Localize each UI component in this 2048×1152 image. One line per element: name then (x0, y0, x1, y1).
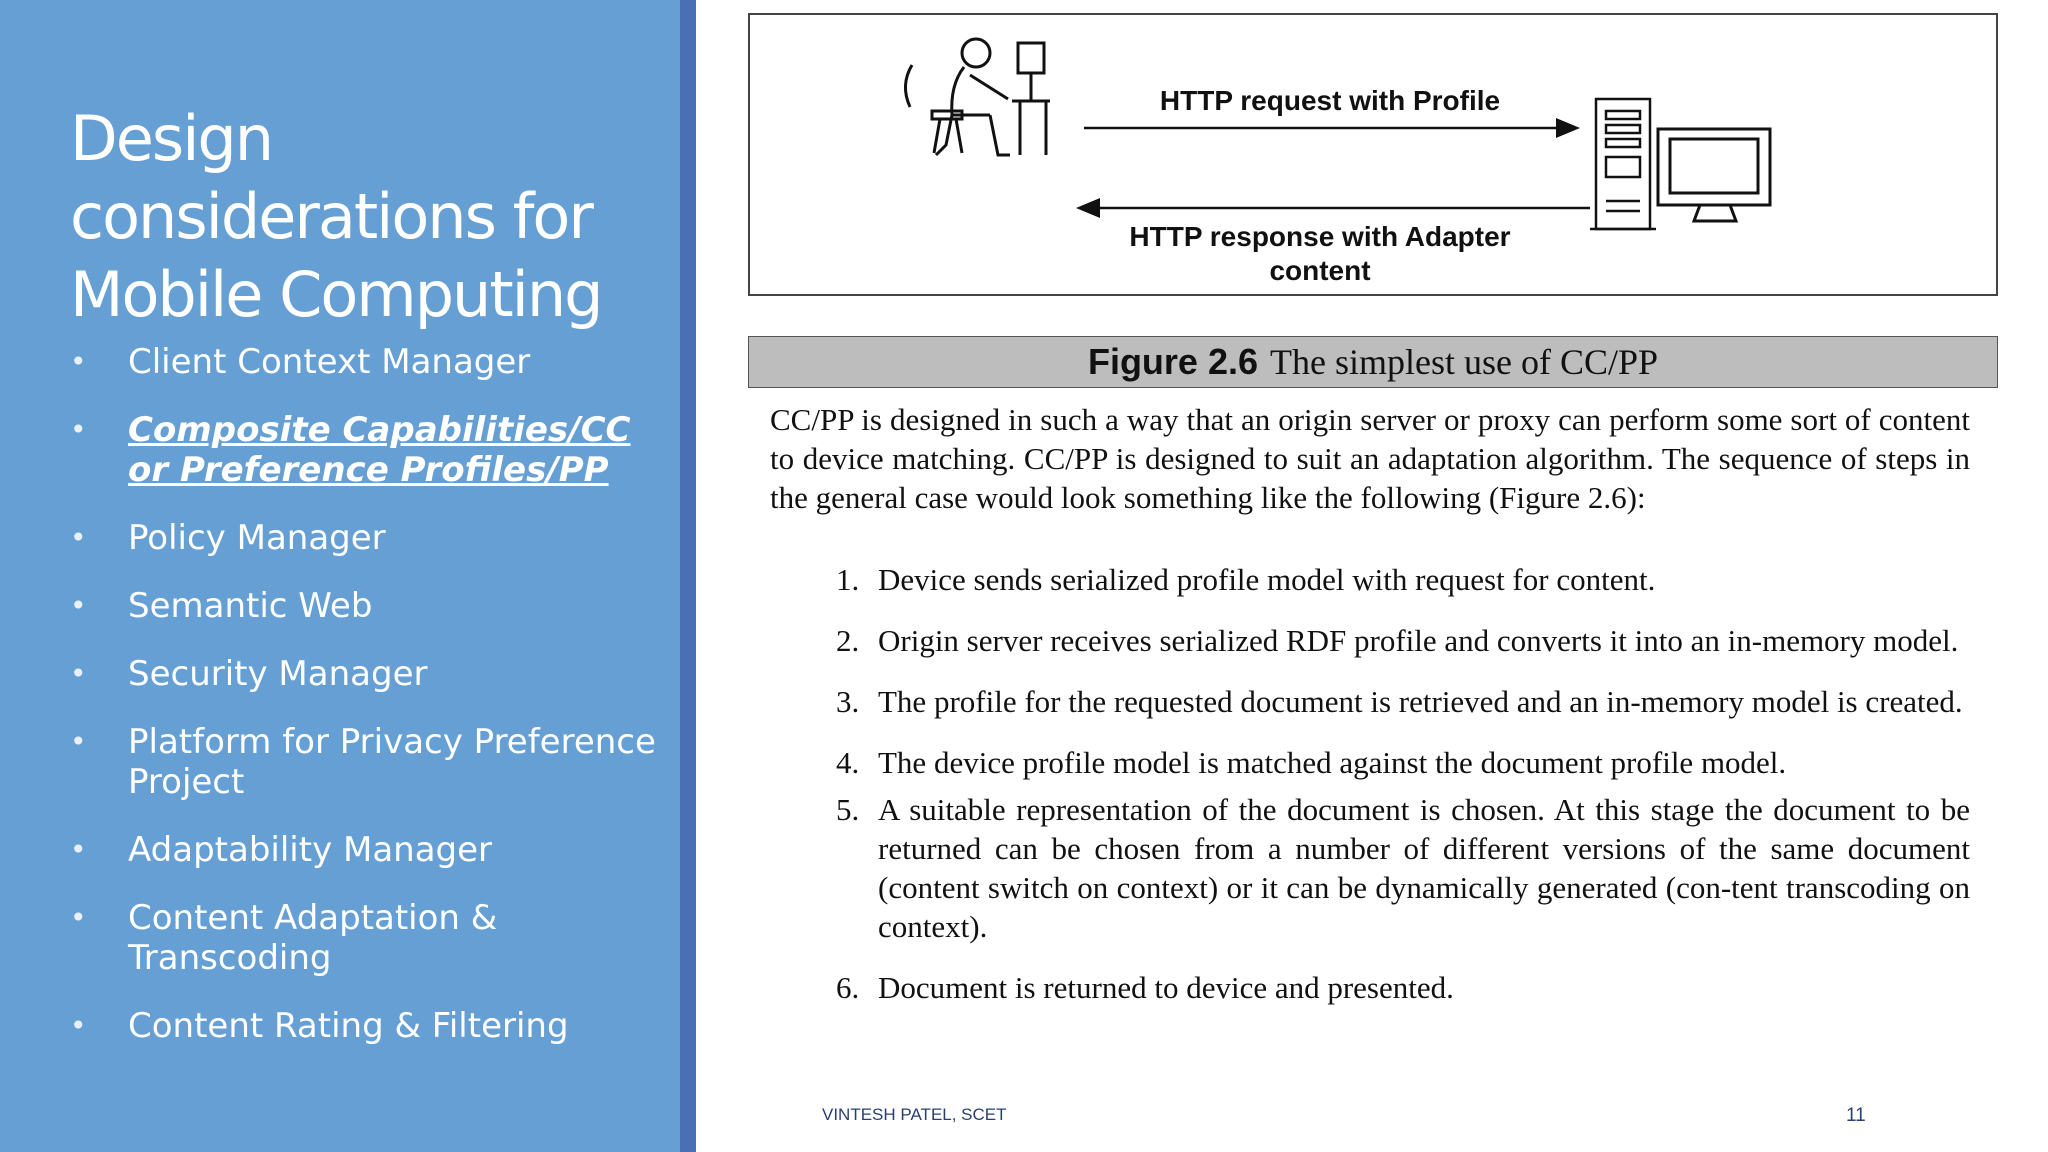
step-number: 3. (836, 684, 860, 719)
step-text: Document is returned to device and presented. (878, 970, 1454, 1005)
step-number: 4. (836, 745, 860, 780)
steps-list (836, 560, 1970, 1007)
footer-author: VINTESH PATEL, SCET (822, 1105, 1007, 1124)
request-label: HTTP request with Profile (1159, 85, 1501, 116)
topic-label: Client Context Manager (128, 342, 531, 382)
bullet-icon: • (70, 521, 87, 554)
topic-label: Semantic Web (128, 586, 373, 626)
person-at-computer-icon (905, 39, 1050, 155)
bullet-icon: • (70, 725, 87, 758)
bullet-icon: • (70, 413, 87, 446)
step-text: The device profile model is matched against the document profile model. (878, 745, 1787, 780)
topic-label: Platform for Privacy Preference Project (128, 722, 656, 802)
bullet-icon: • (70, 833, 87, 866)
step-item (836, 743, 1970, 782)
step-number: 1. (836, 562, 860, 597)
figure-number: Figure 2.6 (1087, 341, 1259, 382)
bullet-icon: • (70, 1009, 87, 1042)
topic-item[interactable] (70, 410, 670, 490)
step-text: The profile for the requested document is retrieved and an in-memory model is created. (878, 684, 1963, 719)
step-item (836, 682, 1970, 721)
topic-label: Composite Capabilities/CC or Preference Profiles/PP (128, 410, 631, 490)
topic-item[interactable] (70, 654, 670, 694)
figure-caption (748, 336, 1998, 388)
figure-caption-text: The simplest use of CC/PP (1270, 342, 1659, 382)
topic-label: Content Adaptation & Transcoding (128, 898, 498, 978)
topic-label: Adaptability Manager (128, 830, 493, 870)
topic-item[interactable] (70, 830, 670, 870)
intro-paragraph: CC/PP is designed in such a way that an origin server or proxy can perform some sort of content to device matching. CC/PP is designed to suit an adaptation algorithm. The sequence of steps in the general case would look something like the following (Figure 2.6): (770, 402, 1970, 515)
topic-item[interactable] (70, 722, 670, 802)
topic-item[interactable] (70, 342, 670, 382)
server-tower-icon (1590, 99, 1656, 229)
bullet-icon: • (70, 901, 87, 934)
bullet-icon: • (70, 657, 87, 690)
step-item (836, 621, 1970, 660)
response-arrow (1076, 198, 1590, 218)
topic-item[interactable] (70, 518, 670, 558)
step-number: 2. (836, 623, 860, 658)
topic-label: Policy Manager (128, 518, 386, 558)
request-arrow (1084, 118, 1580, 138)
topic-label: Content Rating & Filtering (128, 1006, 569, 1046)
accent-bar (680, 0, 696, 1152)
monitor-icon (1658, 129, 1770, 221)
bullet-icon: • (70, 345, 87, 378)
figure-diagram (748, 13, 1998, 296)
step-item (836, 790, 1970, 946)
slide-title: Design considerations for Mobile Computing (70, 102, 602, 331)
response-label-line2: content (1269, 255, 1371, 286)
response-label-line1: HTTP response with Adapter (1129, 221, 1511, 252)
topic-item[interactable] (70, 898, 670, 978)
page-number: 11 (1846, 1105, 1866, 1126)
bullet-icon: • (70, 589, 87, 622)
step-item (836, 560, 1970, 599)
step-text: Device sends serialized profile model with request for content. (878, 562, 1656, 597)
step-number: 6. (836, 970, 860, 1005)
step-text: Origin server receives serialized RDF profile and converts it into an in-memory model. (878, 623, 1959, 658)
topic-item[interactable] (70, 586, 670, 626)
topic-item[interactable] (70, 1006, 670, 1046)
step-number: 5. (836, 792, 860, 827)
topic-label: Security Manager (128, 654, 428, 694)
step-text: A suitable representation of the document is chosen. At this stage the document to be returned can be chosen from a number of different versions of the same document (content switch on context) or it can be dynamically generated (con-tent transcoding on context). (878, 792, 1970, 944)
topic-list (70, 342, 670, 1046)
step-item (836, 968, 1970, 1007)
